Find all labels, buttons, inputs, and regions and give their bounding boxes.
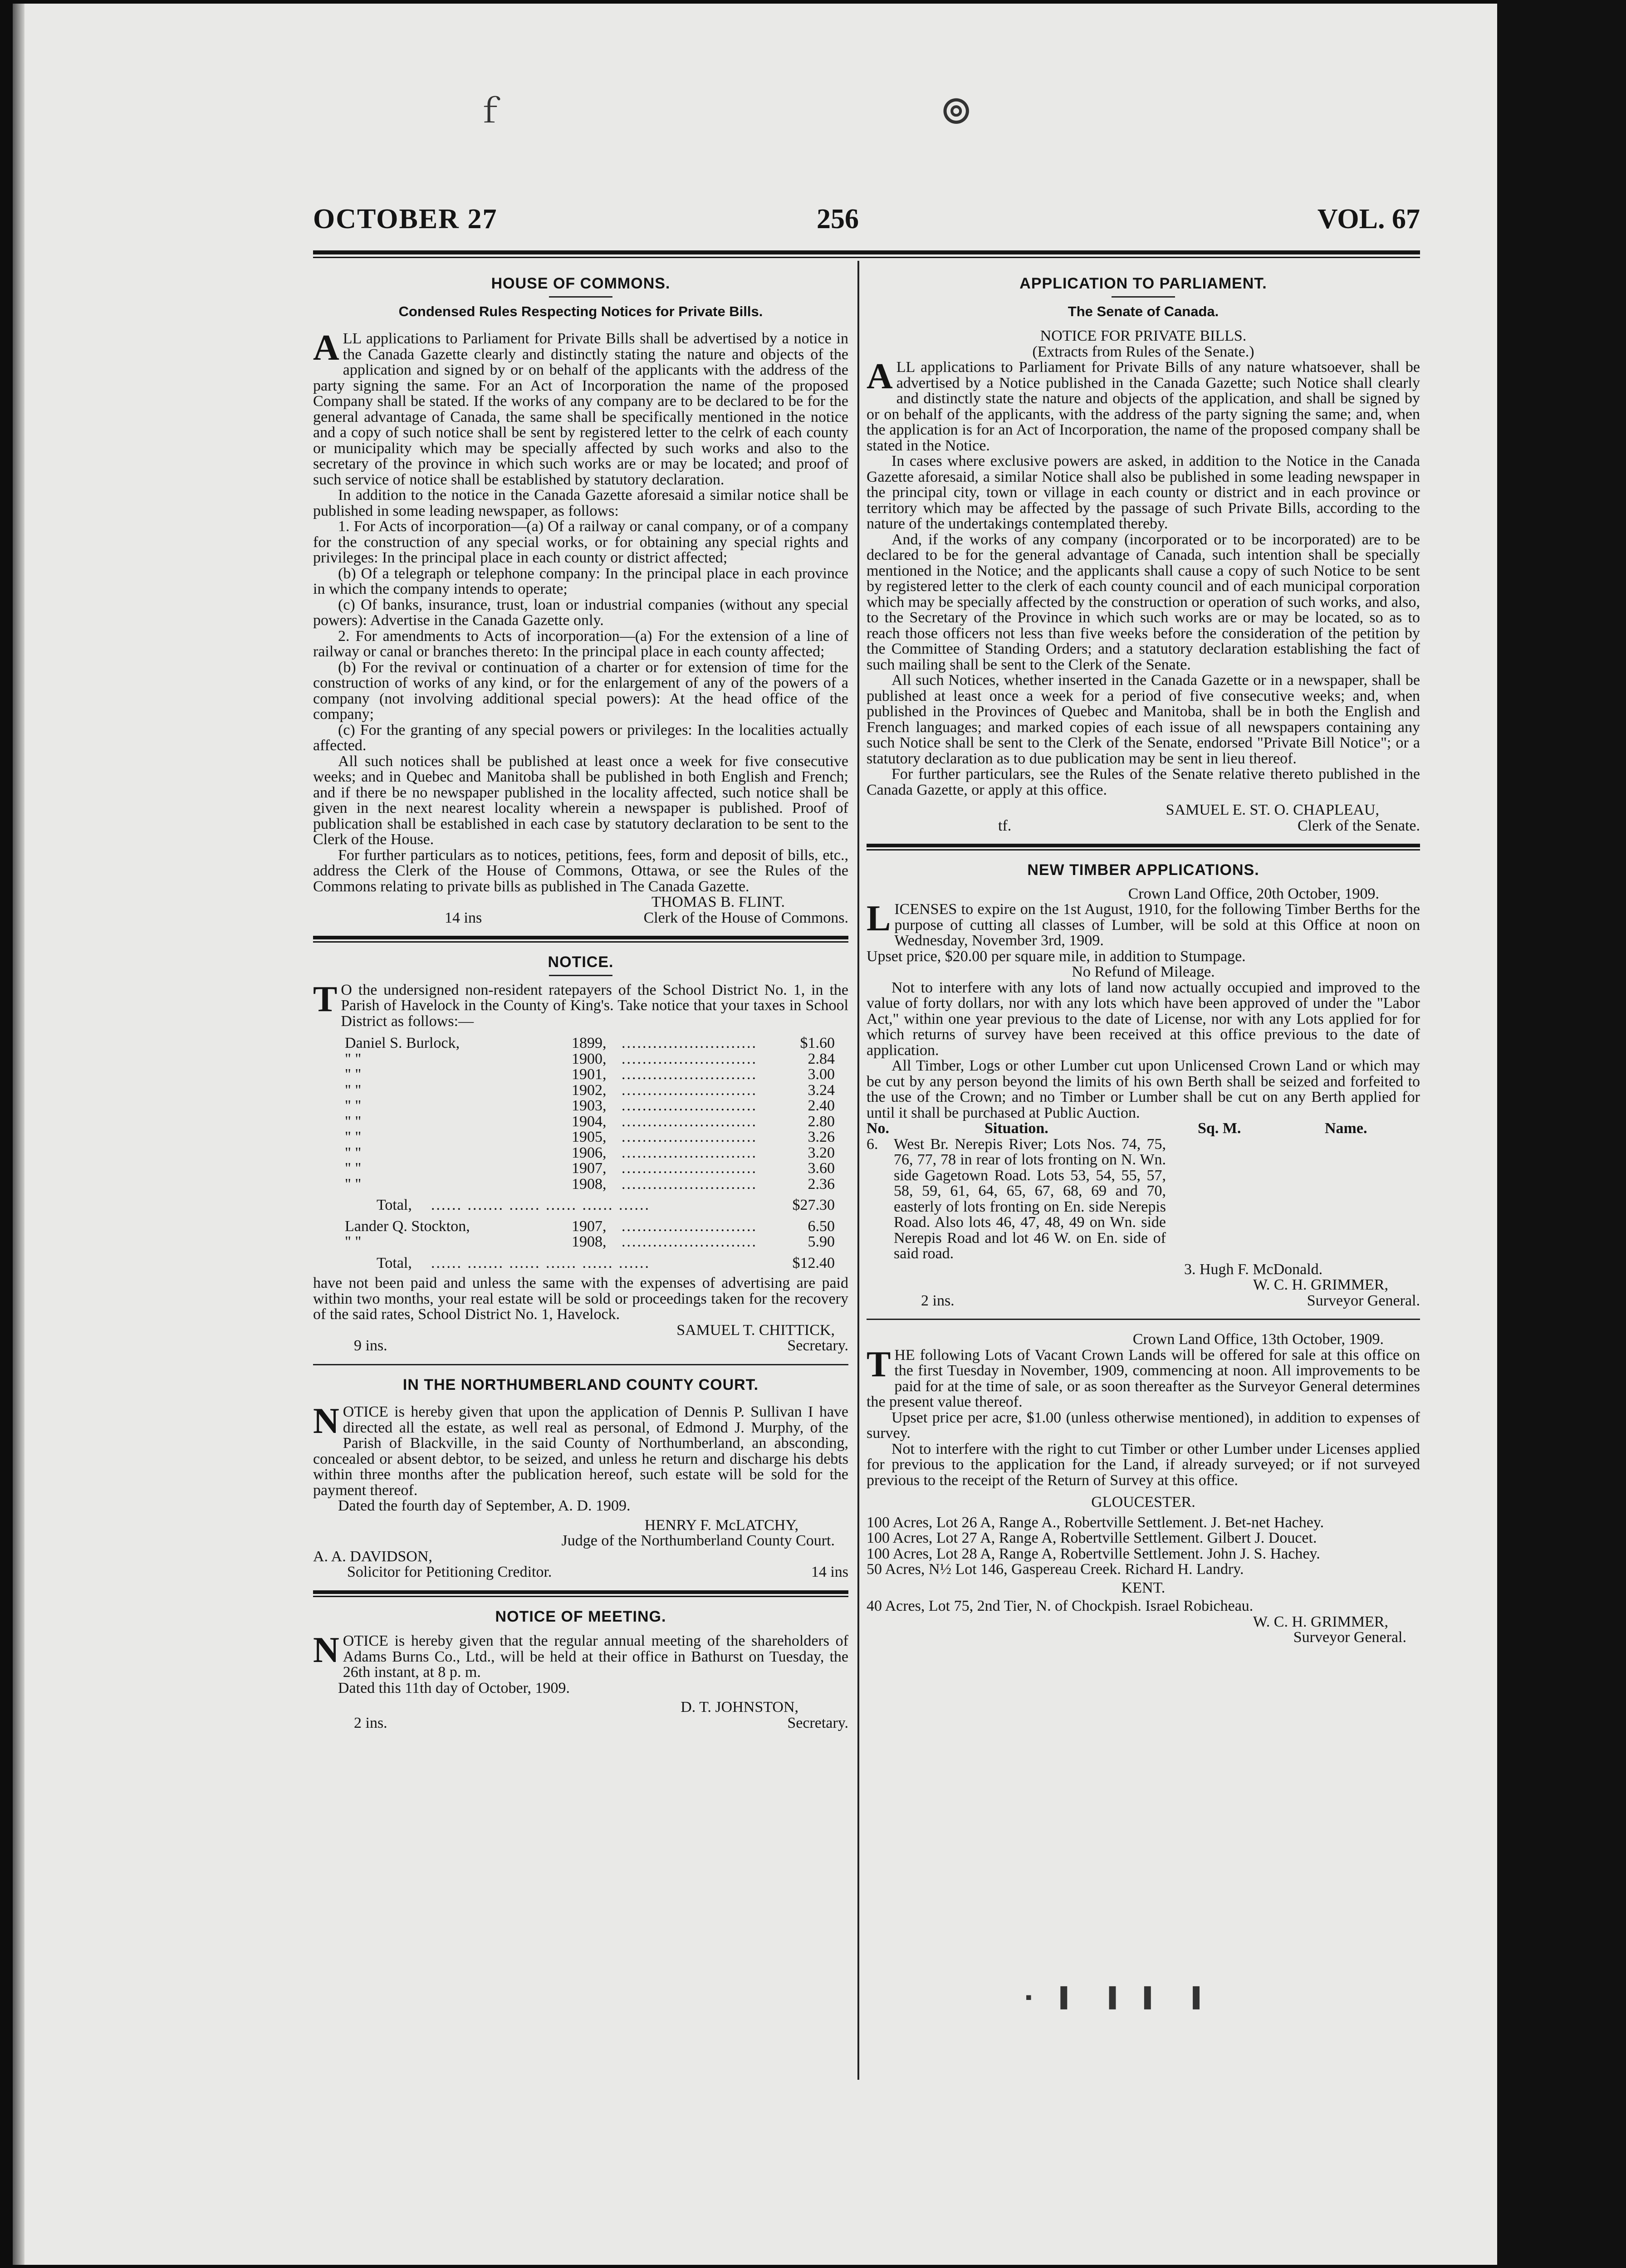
house-signature-line: [313, 910, 848, 926]
top-mark-hole: ⊚: [939, 88, 974, 133]
house-signer-title: Clerk of the House of Commons.: [643, 909, 848, 926]
col-sqm: Sq. M.: [1198, 1120, 1241, 1137]
tax-amount: 2.40: [808, 1097, 835, 1114]
notice-title: NOTICE.: [548, 953, 614, 971]
berth-detail-line: [867, 1262, 1420, 1278]
court-paragraph: [313, 1401, 848, 1499]
tax-leader: ..........................: [622, 1161, 757, 1177]
left-column: [313, 276, 848, 1731]
tax-name: " ": [345, 1175, 362, 1193]
tax-leader: ..........................: [622, 1114, 757, 1129]
tax-leader: ..........................: [622, 1218, 757, 1234]
house-signer: THOMAS B. FLINT.: [651, 894, 785, 910]
crown-p2: Upset price per acre, $1.00 (unless otherwise mentioned), in addition to expenses of survey.: [867, 1409, 1420, 1442]
timber-p2: Not to interfere with any lots of land now actually occupied and improved to the value of forty dollars, nor with any lots which have been approved of under the "Labor Act," within one year previous to the date of License, nor with any Lots applied for for which returns of survey have been received at this office previous to the date of application.: [867, 979, 1420, 1059]
tax-table: [345, 1036, 835, 1271]
tax-row: [345, 1114, 835, 1130]
timber-title: NEW TIMBER APPLICATIONS.: [1027, 861, 1259, 879]
tax-amount: 2.36: [808, 1175, 835, 1193]
tax-leader: ..........................: [622, 1234, 757, 1250]
meeting-paragraph: [313, 1630, 848, 1681]
parliament-signature-line: [867, 818, 1420, 834]
section-rule: [867, 1319, 1420, 1320]
tax-row: [345, 1145, 835, 1161]
header-rule-thin: [313, 257, 1420, 258]
house-p4: (b) Of a telegraph or telephone company: In the principal place in each province in which the company intends to operate;: [313, 565, 848, 597]
tax-name: " ": [345, 1097, 362, 1114]
county-court-notice: [313, 1377, 848, 1580]
berth-row: [867, 1137, 1420, 1262]
top-mark-left: ｆ: [474, 95, 506, 130]
column-divider: [857, 261, 859, 2080]
tax-year: 1905,: [572, 1129, 607, 1145]
house-p1: LL applications to Parliament for Private Bills shall be advertised by a notice in the Canada Gazette clearly and distinctly stating the nature and objects of the application and signed by or on behalf of the applicants with the address of the party signing the same. For an Act of Incorporation the name of the proposed Company shall be stated. If the works of any company are to be declared to be for the general advantage of Canada, the same shall be specifically mentioned in the notice and a copy of such notice shall be sent by registered letter to the celrk of each county or municipality which may be specially affected by such works and also to the secretary of the province in which such works are or may be located; and proof of such service of notice shall be established by statutory declaration.: [313, 330, 848, 488]
tax-leader: ...... ....... ...... ...... ...... ......: [431, 1198, 650, 1213]
berth-situation: West Br. Nerepis River; Lots Nos. 74, 75, 76, 77, 78 in rear of lots fronting on N. Wn. side Gagetown Road. Lots 53, 54, 55, 57, 58, 59, 61, 64, 65, 67, 68, 69 and 70, easterly of lots fronting on En. side Nerepis Road. Also lots 46, 47, 48, 49 on Wn. side Nerepis Road and lot 46 W. on En. side of said road.: [894, 1135, 1166, 1262]
court-solicitor-line: [313, 1564, 848, 1580]
timber-signature-line: [867, 1293, 1420, 1309]
timber-p3: All Timber, Logs or other Lumber cut upon Unlicensed Crown Land or which may be cut by any person beyond the limits of his own Berth shall be seized and forfeited to the use of the Crown; and no Timber or Lumber shall be cut on any Berth applied for until it shall be purchased at Public Auction.: [867, 1057, 1420, 1121]
kent-lots: [867, 1598, 1420, 1614]
parliament-signer: SAMUEL E. ST. O. CHAPLEAU,: [1166, 802, 1379, 818]
tax-row: [345, 1036, 835, 1051]
berth-table-header: [867, 1121, 1420, 1137]
berth-name: Hugh F. McDonald.: [1200, 1261, 1323, 1278]
tax-year: 1908,: [572, 1233, 607, 1250]
notice-body: have not been paid and unless the same with the expenses of advertising are paid within two months, your real estate will be sold or proceedings taken for the recovery of the said rates, School District No. 1, Havelock.: [313, 1275, 848, 1323]
berth-sqm: 3.: [1184, 1261, 1196, 1278]
tax-row: [345, 1067, 835, 1083]
tax-year: 1904,: [572, 1113, 607, 1130]
county-kent: KENT.: [1121, 1579, 1166, 1596]
tax-row: [345, 1234, 835, 1250]
section-rule: [867, 844, 1420, 847]
page-binding-edge: [13, 4, 24, 2265]
timber-upset: Upset price, $20.00 per square mile, in addition to Stumpage.: [867, 948, 1246, 965]
parliament-p5: For further particulars, see the Rules of the Senate relative thereto published in the Canada Gazette, or apply at this office.: [867, 766, 1420, 798]
parliament-notice-title: NOTICE FOR PRIVATE BILLS.: [1040, 327, 1247, 344]
parliament-signer-title: Clerk of the Senate.: [1297, 817, 1420, 834]
notice-signer-title: Secretary.: [787, 1337, 848, 1354]
timber-notice: [867, 862, 1420, 1309]
tax-year: 1907,: [572, 1217, 607, 1235]
header-rule: [313, 250, 1420, 254]
notice-signer: SAMUEL T. CHITTICK,: [676, 1321, 835, 1339]
parliament-extract: (Extracts from Rules of the Senate.): [1032, 343, 1254, 360]
tax-name: " ": [345, 1081, 362, 1099]
tax-row: [345, 1177, 835, 1193]
header-page-number: 256: [817, 204, 859, 235]
school-tax-notice: [313, 954, 848, 1354]
crown-p1: HE following Lots of Vacant Crown Lands will be offered for sale at this office on the first Tuesday in November, 1909, commencing at noon. All improvements to be paid for at the time of sale, or as soon thereafter as the Surveyor General determines the present value thereof.: [867, 1346, 1420, 1410]
tax-name: " ": [345, 1066, 362, 1083]
tax-name: Lander Q. Stockton,: [345, 1217, 470, 1235]
tax-total-label: Total,: [377, 1254, 412, 1271]
scan-background: [1497, 0, 1626, 2268]
col-name: Name.: [1325, 1120, 1367, 1137]
court-solicitor-title: Solicitor for Petitioning Creditor.: [347, 1564, 552, 1580]
house-p10: For further particulars as to notices, petitions, fees, form and deposit of bills, etc., address the Clerk of the House of Commons, Ottawa, or see the Rules of the Commons relating to private bills as published in The Canada Gazette.: [313, 846, 848, 895]
tax-year: 1903,: [572, 1097, 607, 1114]
house-p6: 2. For amendments to Acts of incorporation—(a) For the extension of a line of railway or canal or branches thereto: In the principal place in each county affected;: [313, 627, 848, 660]
parliament-subtitle: The Senate of Canada.: [1068, 303, 1219, 319]
tax-leader: ..........................: [622, 1051, 757, 1067]
house-title: HOUSE OF COMMONS.: [491, 275, 671, 292]
notice-intro-paragraph: [313, 979, 848, 1030]
lot-item: 50 Acres, N½ Lot 146, Gaspereau Creek. Richard H. Landry.: [867, 1561, 1244, 1578]
top-marks: [474, 86, 974, 133]
parliament-p1: LL applications to Parliament for Private Bills of any nature whatsoever, shall be advertised by a Notice published in the Canada Gazette; such Notice shall clearly and distinctly state the nature and objects of the application, and shall be signed by or on behalf of the applicants, with the address of the party signing the same; and, when the application is for an Act of Incorporation, the name of the proposed company shall be stated in the Notice.: [867, 359, 1420, 454]
parliament-paragraph: [867, 357, 1420, 454]
tax-total-amount: $27.30: [792, 1197, 835, 1213]
tax-year: 1906,: [572, 1144, 607, 1161]
section-rule: [313, 936, 848, 939]
timber-paragraph: [867, 899, 1420, 949]
tax-leader: ...... ....... ...... ...... ...... ......: [431, 1255, 650, 1271]
parliament-p2: In cases where exclusive powers are asked, in addition to the Notice in the Canada Gazette aforesaid, a similar Notice shall also be published in some leading newspaper in the principal city, town or village in each county or district and in each province or territory which may be affected by the passage of such Private Bills, according to the nature of the undertakings contemplated thereby.: [867, 453, 1420, 532]
tax-year: 1907,: [572, 1160, 607, 1177]
tax-leader: ..........................: [622, 1036, 757, 1051]
court-dated: Dated the fourth day of September, A. D. 1909.: [338, 1497, 631, 1514]
parliament-p4: All such Notices, whether inserted in the Canada Gazette or in a newspaper, shall be published at least once a week for a period of five consecutive weeks; and, when published in the Provinces of Quebec and Manitoba, shall be in both the English and French languages; and marked copies of each issue of all newspapers containing any such Notice shall be sent to the Clerk of the Senate, endorsed "Private Bill Notice"; or a statutory declaration as to due publication may be sent in lieu thereof.: [867, 672, 1420, 767]
title-underline: [1112, 296, 1175, 298]
tax-year: 1901,: [572, 1066, 607, 1083]
tax-amount: 6.50: [808, 1217, 835, 1235]
lot-item: 100 Acres, Lot 27 A, Range A, Robertville Settlement. Gilbert J. Doucet.: [867, 1530, 1317, 1546]
section-rule: [313, 1364, 848, 1365]
crown-signer: W. C. H. GRIMMER,: [1253, 1613, 1388, 1630]
header-date: OCTOBER 27: [313, 204, 498, 235]
tax-leader: ..........................: [622, 1145, 757, 1161]
drop-cap: T: [313, 979, 338, 1019]
tax-name: " ": [345, 1160, 362, 1177]
right-column: [867, 276, 1420, 1646]
footer-marks: ▪ ▌ ▐ ▌ ▐: [1025, 1987, 1211, 2008]
court-ins: 14 ins: [811, 1564, 848, 1580]
tax-name: " ": [345, 1129, 362, 1145]
tax-name: " ": [345, 1233, 362, 1250]
drop-cap: L: [867, 899, 891, 938]
parliament-title: APPLICATION TO PARLIAMENT.: [1019, 275, 1267, 292]
court-judge-title: Judge of the Northumberland County Court.: [561, 1532, 835, 1549]
house-p9: All such notices shall be published at least once a week for five consecutive weeks; and in Quebec and Manitoba shall be published in both English and French; and if there be no newspaper published in the locality affected, such notice shall be given in the next nearest locality wherein a newspaper is published. Proof of publication shall be established in each case by statutory declaration to be sent to the Clerk of the House.: [313, 753, 848, 848]
section-rule-thin: [313, 1596, 848, 1597]
drop-cap: N: [313, 1630, 339, 1670]
tax-leader: ..........................: [622, 1098, 757, 1114]
berth-no: 6.: [867, 1135, 878, 1153]
house-ins: 14 ins: [445, 909, 482, 926]
house-paragraph: [313, 328, 848, 488]
house-p5: (c) Of banks, insurance, trust, loan or industrial companies (without any special powers): Advertise in the Canada Gazette only.: [313, 596, 848, 629]
drop-cap: A: [867, 357, 893, 396]
house-p2: In addition to the notice in the Canada Gazette aforesaid a similar notice shall be published in some leading newspaper, as follows:: [313, 487, 848, 519]
notice-intro: O the undersigned non-resident ratepayers of the School District No. 1, in the Parish of Havelock in the County of King's. Take notice that your taxes in School District as follows:—: [341, 981, 848, 1030]
lot-item: 100 Acres, Lot 26 A, Range A., Robertville Settlement. J. Bet-net Hachey.: [867, 1514, 1324, 1531]
meeting-signature-line: [313, 1716, 848, 1731]
notice-signature-line: [313, 1338, 848, 1354]
house-subtitle: Condensed Rules Respecting Notices for Private Bills.: [398, 303, 763, 319]
title-underline: [549, 975, 612, 976]
tax-row: [345, 1129, 835, 1145]
tax-row: [345, 1051, 835, 1067]
tax-total-label: Total,: [377, 1197, 412, 1213]
court-solicitor: A. A. DAVIDSON,: [313, 1548, 432, 1565]
tax-amount: $1.60: [800, 1035, 835, 1051]
tax-total-row: [345, 1256, 835, 1271]
tax-leader: ..........................: [622, 1176, 757, 1192]
tax-amount: 3.00: [808, 1066, 835, 1083]
timber-p1: ICENSES to expire on the 1st August, 1910, for the following Timber Berths for the purpose of cutting all classes of Lumber, will be sold at this Office at noon on Wednesday, November 3rd, 1909.: [894, 901, 1420, 949]
section-rule-thin: [867, 849, 1420, 850]
tax-row: [345, 1161, 835, 1177]
meeting-signer: D. T. JOHNSTON,: [681, 1699, 798, 1716]
court-title: IN THE NORTHUMBERLAND COUNTY COURT.: [402, 1376, 759, 1393]
tax-year: 1900,: [572, 1050, 607, 1067]
col-no: No.: [867, 1120, 890, 1137]
tax-row: [345, 1219, 835, 1235]
tax-name: " ": [345, 1113, 362, 1130]
crown-p3: Not to interfere with the right to cut Timber or other Lumber under Licenses applied for previous to the application for the Land, if already surveyed; or if not surveyed previous to the receipt of the Return of Survey at this office.: [867, 1440, 1420, 1489]
tax-amount: 5.90: [808, 1233, 835, 1250]
house-of-commons-notice: [313, 276, 848, 926]
tax-amount: 2.80: [808, 1113, 835, 1130]
timber-signer: W. C. H. GRIMMER,: [1253, 1276, 1388, 1293]
crown-signer-title: Surveyor General.: [1293, 1629, 1406, 1646]
tax-row: [345, 1098, 835, 1114]
drop-cap: N: [313, 1401, 339, 1441]
tax-amount: 3.24: [808, 1081, 835, 1099]
tax-row: [345, 1083, 835, 1099]
tax-name: " ": [345, 1050, 362, 1067]
house-p7: (b) For the revival or continuation of a charter or for extension of time for the construction of works of any kind, or for the enlargement of any of the powers of a company (not involving additional special powers): At the head office of the company;: [313, 659, 848, 723]
meeting-signer-title: Secretary.: [787, 1714, 848, 1731]
timber-ins: 2 ins.: [921, 1292, 955, 1309]
county-gloucester: GLOUCESTER.: [1091, 1494, 1195, 1510]
gloucester-lots: [867, 1515, 1420, 1578]
crown-lands-notice: [867, 1332, 1420, 1646]
tax-name: " ": [345, 1144, 362, 1161]
section-rule: [313, 1590, 848, 1594]
tax-total-amount: $12.40: [792, 1254, 835, 1271]
court-body: OTICE is hereby given that upon the application of Dennis P. Sullivan I have directed all the estate, as well real as personal, of Edmond J. Murphy, of the Parish of Blackville, in the said County of Northumberland, an absconding, concealed or absent debtor, to be seized, and unless he return and discharge his debts within three months after the publication hereof, such estate will be sold for the payment thereof.: [313, 1403, 848, 1499]
tax-name: Daniel S. Burlock,: [345, 1035, 460, 1051]
meeting-dated: Dated this 11th day of October, 1909.: [338, 1679, 570, 1696]
tax-leader: ..........................: [622, 1067, 757, 1083]
crown-office: Crown Land Office, 13th October, 1909.: [1132, 1331, 1384, 1348]
meeting-body: OTICE is hereby given that the regular annual meeting of the shareholders of Adams Burns Co., Ltd., will be held at their office in Bathurst on Tuesday, the 26th instant, at 8 p. m.: [343, 1633, 848, 1681]
timber-signer-title: Surveyor General.: [1307, 1292, 1420, 1309]
parliament-notice: [867, 276, 1420, 834]
page-header: [313, 203, 1420, 249]
house-p8: (c) For the granting of any special powers or privileges: In the localities actually affected.: [313, 721, 848, 754]
court-judge: HENRY F. McLATCHY,: [644, 1516, 798, 1534]
tax-leader: ..........................: [622, 1082, 757, 1098]
section-rule-thin: [313, 941, 848, 943]
tax-leader: ..........................: [622, 1129, 757, 1145]
timber-no-refund: No Refund of Mileage.: [1072, 963, 1215, 980]
timber-office: Crown Land Office, 20th October, 1909.: [1128, 885, 1379, 902]
tax-amount: 2.84: [808, 1050, 835, 1067]
title-underline: [549, 296, 612, 298]
lot-item: 100 Acres, Lot 28 A, Range A, Robertville Settlement. John J. S. Hachey.: [867, 1545, 1320, 1562]
col-situation: Situation.: [984, 1120, 1048, 1137]
lot-item: 40 Acres, Lot 75, 2nd Tier, N. of Chockpish. Israel Robicheau.: [867, 1598, 1254, 1614]
header-volume: VOL. 67: [1317, 204, 1420, 235]
parliament-tf: tf.: [998, 817, 1012, 834]
meeting-notice: [313, 1609, 848, 1731]
drop-cap: A: [313, 328, 339, 368]
parliament-p3: And, if the works of any company (incorporated or to be incorporated) are to be declared to be for the general advantage of Canada, such intention shall be specially mentioned in the Notice; and the applicants shall cause a copy of such Notice to be sent by registered letter to the clerk of each county council and of each municipal corporation which may be specially affected by the construction or operation of such works, and also, to the Secretary of the Province in which such works are or may be located, so as to reach those officers not less than five weeks before the consideration of the petition by the Committee of Standing Orders; and a statutory declaration establishing the fact of such mailing shall be sent to the Clerk of the Senate.: [867, 531, 1420, 673]
house-p3: 1. For Acts of incorporation—(a) Of a railway or canal company, or of a company for the construction of any special works, or for obtaining any special rights and privileges: In the principal place in each county or district affected;: [313, 518, 848, 566]
tax-amount: 3.60: [808, 1160, 835, 1177]
tax-amount: 3.20: [808, 1144, 835, 1161]
meeting-title: NOTICE OF MEETING.: [495, 1608, 666, 1625]
notice-ins: 9 ins.: [354, 1337, 387, 1354]
tax-year: 1902,: [572, 1081, 607, 1099]
meeting-ins: 2 ins.: [354, 1714, 387, 1731]
drop-cap: T: [867, 1344, 891, 1384]
tax-amount: 3.26: [808, 1129, 835, 1145]
tax-year: 1908,: [572, 1175, 607, 1193]
crown-paragraph: [867, 1344, 1420, 1410]
tax-total-row: [345, 1198, 835, 1213]
tax-year: 1899,: [572, 1035, 607, 1051]
